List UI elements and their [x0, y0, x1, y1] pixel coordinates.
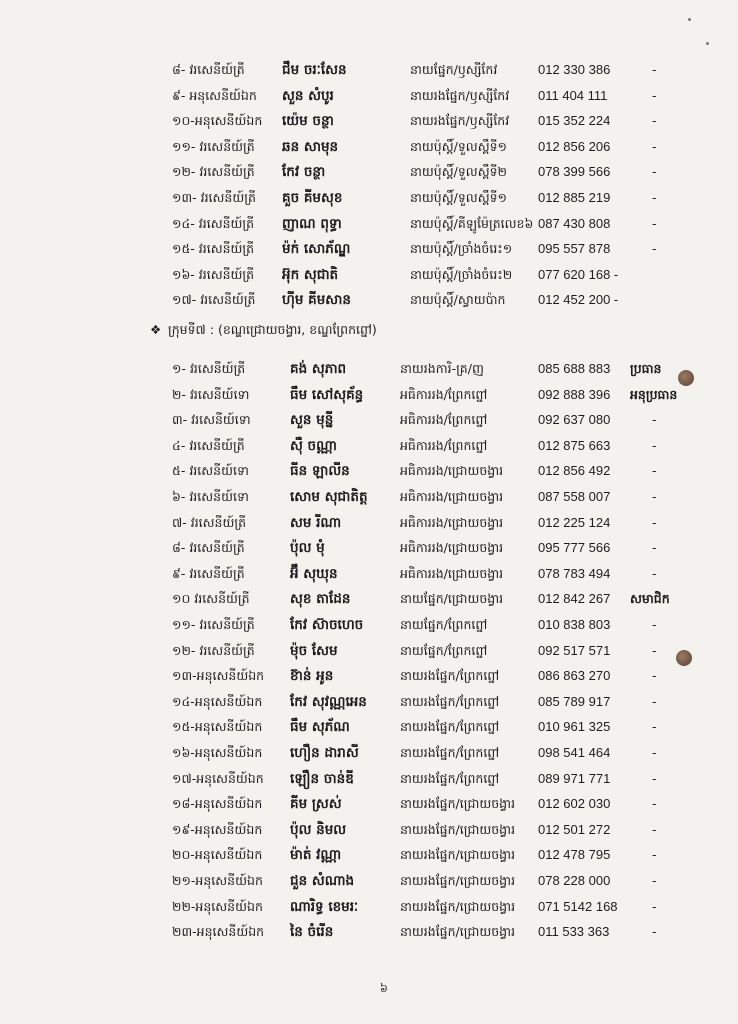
- table-row: [0, 58, 738, 82]
- phone-cell: 087 558 007: [538, 489, 611, 504]
- position-cell: នាយរងផ្នែក/ព្រែកព្នៅ: [400, 719, 500, 735]
- note-cell: -: [652, 138, 657, 154]
- note-cell: -: [652, 693, 657, 709]
- name-cell: ខ៊ាន់ អូន: [290, 668, 334, 685]
- name-cell: ហ៊ីម គីមសាន: [282, 292, 351, 309]
- phone-cell: 011 533 363: [538, 924, 610, 940]
- note-cell: អនុប្រធាន: [630, 386, 678, 402]
- rank-cell: ១៨-អនុសេនីយ៍ឯក: [172, 796, 263, 812]
- rank-cell: ១៦-អនុសេនីយ៍ឯក: [172, 745, 263, 760]
- note-cell: ប្រធាន: [630, 361, 662, 376]
- phone-cell: 092 517 571: [538, 642, 611, 658]
- name-cell: កែវ សុវណ្ណអេន: [290, 693, 367, 710]
- note-cell: -: [652, 719, 657, 735]
- note-cell: -: [652, 463, 657, 479]
- table-row: [0, 383, 738, 407]
- note-cell: -: [652, 642, 657, 658]
- position-cell: នាយរងផ្នែក/ព្រែកព្នៅ: [400, 745, 500, 760]
- phone-cell: 012 875 663: [538, 437, 611, 453]
- table-row: [0, 613, 738, 637]
- table-row: [0, 511, 738, 535]
- position-cell: នាយរងផ្នែក/ឫស្សីកែវ: [410, 113, 510, 129]
- phone-cell: 078 228 000: [538, 873, 611, 888]
- rank-cell: ១៥-អនុសេនីយ៍ឯក: [172, 719, 263, 735]
- rank-cell: ៩- វរសេនីយ៍ត្រី: [172, 565, 245, 581]
- phone-cell: 098 541 464: [538, 745, 611, 760]
- group-header-text: ក្រុមទី៧ : (ខណ្ឌជ្រោយចង្វារ, ខណ្ឌព្រែកព្នៅ): [168, 322, 377, 337]
- phone-cell: 012 842 267: [538, 591, 611, 607]
- position-cell: នាយប៉ុស្តិ៍/ច្រាំងចំរេះ២: [410, 266, 513, 282]
- table-row: [0, 186, 738, 210]
- position-cell: អធិការរង/ព្រែកព្នៅ: [400, 386, 488, 402]
- table-row: [0, 263, 738, 287]
- rank-cell: ១១- វរសេនីយ៍ត្រី: [172, 138, 255, 154]
- position-cell: នាយរងផ្នែក/ជ្រោយចង្វារ: [400, 924, 516, 940]
- name-cell: ធីន ឡាលីន: [290, 463, 350, 480]
- rank-cell: ១៤- វរសេនីយ៍ត្រី: [172, 215, 255, 231]
- table-row: [0, 84, 738, 108]
- note-cell: -: [652, 412, 657, 428]
- rank-cell: ១៧-អនុសេនីយ៍ឯក: [172, 770, 264, 786]
- note-cell: -: [652, 87, 657, 103]
- name-cell: សោម សុជាតិត្ត: [290, 489, 368, 505]
- phone-cell: 012 330 386: [538, 62, 611, 77]
- note-cell: -: [652, 62, 657, 77]
- name-cell: សួន មុន្នី: [290, 412, 334, 429]
- name-cell: គង់ សុភាព: [290, 361, 347, 377]
- note-cell: -: [652, 489, 657, 504]
- table-row: [0, 920, 738, 944]
- table-row: [0, 587, 738, 611]
- name-cell: ប៉ុល និមល: [290, 821, 347, 838]
- table-row: [0, 434, 738, 458]
- name-cell: ហឿន ដារាសី: [290, 745, 359, 761]
- rank-cell: ១៦- វរសេនីយ៍ត្រី: [172, 266, 255, 282]
- position-cell: នាយរងផ្នែក/ជ្រោយចង្វារ: [400, 873, 516, 888]
- position-cell: នាយប៉ុស្តិ៍/ច្រាំងចំរេះ១: [410, 241, 513, 257]
- note-cell: -: [652, 540, 657, 556]
- position-cell: នាយរងផ្នែក/ជ្រោយចង្វារ: [400, 796, 516, 812]
- name-cell: យ៉េម ចន្ថា: [282, 113, 334, 130]
- note-cell: -: [652, 617, 657, 632]
- rank-cell: ១៣-អនុសេនីយ៍ឯក: [172, 668, 265, 684]
- position-cell: នាយផ្នែក/ឫស្សីកែវ: [410, 62, 498, 77]
- table-row: [0, 741, 738, 765]
- phone-cell: 095 557 878: [538, 241, 611, 257]
- position-cell: នាយផ្នែក/ព្រែកព្នៅ: [400, 617, 488, 632]
- table-row: [0, 818, 738, 842]
- rank-cell: ៣- វរសេនីយ៍ទោ: [172, 412, 251, 428]
- name-cell: នៃ ចំរើន: [290, 924, 334, 941]
- diamond-bullet-icon: ❖: [150, 322, 162, 337]
- table-row: [0, 792, 738, 816]
- name-cell: ឆន សាមុន: [282, 138, 339, 155]
- rank-cell: ៥- វរសេនីយ៍ទោ: [172, 463, 249, 479]
- note-cell: -: [652, 241, 657, 257]
- phone-cell: 012 885 219: [538, 190, 611, 205]
- position-cell: នាយផ្នែក/ជ្រោយចង្វារ: [400, 591, 504, 607]
- table-row: [0, 109, 738, 133]
- rank-cell: ១០-អនុសេនីយ៍ឯក: [172, 113, 263, 129]
- position-cell: នាយផ្នែក/ព្រែកព្នៅ: [400, 642, 488, 658]
- name-cell: សួន សំបូរ: [282, 87, 334, 104]
- phone-cell: 086 863 270: [538, 668, 611, 684]
- phone-cell: 012 225 124: [538, 514, 611, 530]
- table-row: [0, 664, 738, 688]
- name-cell: អ៊ឹ សុឃុន: [290, 565, 338, 582]
- note-cell: -: [652, 898, 657, 914]
- note-cell: -: [652, 873, 657, 888]
- phone-cell: 077 620 168 -: [538, 266, 619, 282]
- table-row: [0, 562, 738, 586]
- name-cell: គីម ស្រស់: [290, 796, 342, 813]
- rank-cell: ១២- វរសេនីយ៍ត្រី: [172, 164, 255, 180]
- position-cell: នាយរងផ្នែក/ព្រែកព្នៅ: [400, 693, 500, 709]
- table-row: [0, 160, 738, 184]
- note-cell: -: [652, 565, 657, 581]
- note-cell: សមាជិក: [630, 591, 670, 607]
- phone-cell: 089 971 771: [538, 770, 611, 786]
- rank-cell: ១២- វរសេនីយ៍ត្រី: [172, 642, 255, 658]
- position-cell: នាយរងផ្នែក/ជ្រោយចង្វារ: [400, 821, 516, 837]
- table-row: [0, 212, 738, 236]
- rank-cell: ៤- វរសេនីយ៍ត្រី: [172, 437, 245, 453]
- position-cell: នាយរងការិ-គ្រ/ញ: [400, 361, 484, 376]
- name-cell: ណារិទ្ធ ខេមរៈ: [290, 898, 359, 915]
- position-cell: នាយរងផ្នែក/ព្រែកព្នៅ: [400, 770, 500, 786]
- name-cell: ជួន សំណាង: [290, 873, 355, 889]
- position-cell: អធិការរង/ជ្រោយចង្វារ: [400, 514, 504, 530]
- position-cell: នាយប៉ុស្តិ៍/ទួលស្ពឹទី១: [410, 190, 507, 205]
- name-cell: សម រីណា: [290, 514, 342, 531]
- note-cell: -: [652, 437, 657, 453]
- note-cell: -: [652, 924, 657, 940]
- phone-cell: 078 399 566: [538, 164, 611, 180]
- note-cell: -: [652, 796, 657, 812]
- rank-cell: ១៤-អនុសេនីយ៍ឯក: [172, 693, 263, 709]
- position-cell: អធិការរង/ព្រែកព្នៅ: [400, 412, 488, 428]
- position-cell: អធិការរង/ជ្រោយចង្វារ: [400, 489, 504, 504]
- position-cell: នាយប៉ុស្តិ៍/ទួលស្ពឹទី២: [410, 164, 507, 180]
- rank-cell: ៧- វរសេនីយ៍ត្រី: [172, 514, 247, 530]
- rank-cell: ១- វរសេនីយ៍ត្រី: [172, 361, 246, 376]
- page-number: ៦: [380, 982, 388, 995]
- name-cell: ស៊ឺ ចណ្ណា: [290, 437, 337, 454]
- table-row: [0, 843, 738, 867]
- name-cell: ម៉ុច សែម: [290, 642, 338, 659]
- phone-cell: 012 452 200 -: [538, 292, 619, 308]
- table-row: [0, 895, 738, 919]
- group-header: [150, 318, 377, 342]
- note-cell: -: [652, 190, 657, 205]
- table-row: [0, 237, 738, 261]
- phone-cell: 012 856 492: [538, 463, 611, 479]
- phone-cell: 011 404 111: [538, 87, 608, 103]
- table-row: [0, 408, 738, 432]
- name-cell: កែវ ចន្ថា: [282, 164, 326, 181]
- position-cell: អធិការរង/ជ្រោយចង្វារ: [400, 463, 504, 479]
- rank-cell: ២៣-អនុសេនីយ៍ឯក: [172, 924, 265, 940]
- rank-cell: ២១-អនុសេនីយ៍ឯក: [172, 873, 263, 888]
- position-cell: នាយប៉ុស្តិ៍/ទួលស្ពឹទី១: [410, 138, 507, 154]
- rank-cell: ១៧- វរសេនីយ៍ត្រី: [172, 292, 256, 308]
- name-cell: ញាណ ពុទ្ធា: [282, 215, 342, 232]
- speck-icon: [688, 18, 691, 21]
- ink-stain-icon: [678, 370, 694, 386]
- phone-cell: 012 856 206: [538, 138, 611, 154]
- table-row: [0, 288, 738, 312]
- phone-cell: 092 888 396: [538, 386, 611, 402]
- speck-icon: [706, 42, 709, 45]
- position-cell: អធិការរង/ជ្រោយចង្វារ: [400, 540, 504, 556]
- rank-cell: ១៥- វរសេនីយ៍ត្រី: [172, 241, 255, 257]
- rank-cell: ១១- វរសេនីយ៍ត្រី: [172, 617, 255, 632]
- phone-cell: 078 783 494: [538, 565, 611, 581]
- name-cell: ជឹម ចរៈសែន: [282, 62, 347, 78]
- note-cell: -: [652, 514, 657, 530]
- table-row: [0, 869, 738, 893]
- name-cell: ឡឿន ចាន់ឌី: [290, 770, 354, 787]
- rank-cell: ១០ វរសេនីយ៍ត្រី: [172, 591, 250, 607]
- note-cell: -: [652, 821, 657, 837]
- rank-cell: ៨- វរសេនីយ៍ត្រី: [172, 62, 245, 77]
- name-cell: ប៉ុល មុំ: [290, 540, 325, 557]
- table-row: [0, 459, 738, 483]
- name-cell: ធឹម សៅសុគ័ន្ធ: [290, 386, 364, 403]
- phone-cell: 010 838 803: [538, 617, 611, 632]
- name-cell: ម៉ក់ សោភ័ណ្ឌ: [282, 241, 351, 258]
- rank-cell: ៦- វរសេនីយ៍ទោ: [172, 489, 249, 504]
- phone-cell: 087 430 808: [538, 215, 611, 231]
- position-cell: អធិការរង/ជ្រោយចង្វារ: [400, 565, 504, 581]
- name-cell: សុខ តាដែន: [290, 591, 351, 608]
- position-cell: អធិការរង/ព្រែកព្នៅ: [400, 437, 488, 453]
- position-cell: នាយប៉ុស្តិ៍/គីឡូម៉ែត្រលេខ៦: [410, 215, 534, 231]
- name-cell: កែវ ស៊ាចហេច: [290, 617, 364, 633]
- note-cell: -: [652, 668, 657, 684]
- name-cell: ធឹម សុភ័ណ: [290, 719, 350, 736]
- table-row: [0, 639, 738, 663]
- note-cell: -: [652, 164, 657, 180]
- table-row: [0, 767, 738, 791]
- note-cell: -: [652, 745, 657, 760]
- rank-cell: ២០-អនុសេនីយ៍ឯក: [172, 847, 263, 863]
- position-cell: នាយប៉ុស្តិ៍/ស្វាយប៉ាក: [410, 292, 506, 308]
- position-cell: នាយរងផ្នែក/ព្រែកព្នៅ: [400, 668, 500, 684]
- note-cell: -: [652, 113, 657, 129]
- rank-cell: ២- វរសេនីយ៍ទោ: [172, 386, 250, 402]
- phone-cell: 012 501 272: [538, 821, 611, 837]
- name-cell: ម៉ាត់ វណ្ណា: [290, 847, 342, 864]
- table-row: [0, 485, 738, 509]
- position-cell: នាយរងផ្នែក/ឫស្សីកែវ: [410, 87, 510, 103]
- phone-cell: 010 961 325: [538, 719, 611, 735]
- rank-cell: ១៩-អនុសេនីយ៍ឯក: [172, 821, 263, 837]
- phone-cell: 015 352 224: [538, 113, 611, 129]
- phone-cell: 085 688 883: [538, 361, 611, 376]
- phone-cell: 085 789 917: [538, 693, 611, 709]
- position-cell: នាយរងផ្នែក/ជ្រោយចង្វារ: [400, 847, 516, 863]
- rank-cell: ៨- វរសេនីយ៍ត្រី: [172, 540, 245, 556]
- rank-cell: ១៣- វរសេនីយ៍ត្រី: [172, 190, 256, 205]
- phone-cell: 092 637 080: [538, 412, 611, 428]
- phone-cell: 012 602 030: [538, 796, 611, 812]
- phone-cell: 012 478 795: [538, 847, 611, 863]
- table-row: [0, 135, 738, 159]
- table-row: [0, 715, 738, 739]
- phone-cell: 071 5142 168: [538, 898, 618, 914]
- phone-cell: 095 777 566: [538, 540, 611, 556]
- table-row: [0, 536, 738, 560]
- table-row: [0, 357, 738, 381]
- ink-stain-icon: [676, 650, 692, 666]
- name-cell: អ៊ុក សុជាតិ: [282, 266, 339, 283]
- rank-cell: ៩- អនុសេនីយ៍ឯក: [172, 87, 257, 103]
- note-cell: -: [652, 847, 657, 863]
- name-cell: គួច គីមសុខ: [282, 190, 343, 206]
- note-cell: -: [652, 215, 657, 231]
- note-cell: -: [652, 770, 657, 786]
- rank-cell: ២២-អនុសេនីយ៍ឯក: [172, 898, 263, 914]
- table-row: [0, 690, 738, 714]
- position-cell: នាយរងផ្នែក/ជ្រោយចង្វារ: [400, 898, 516, 914]
